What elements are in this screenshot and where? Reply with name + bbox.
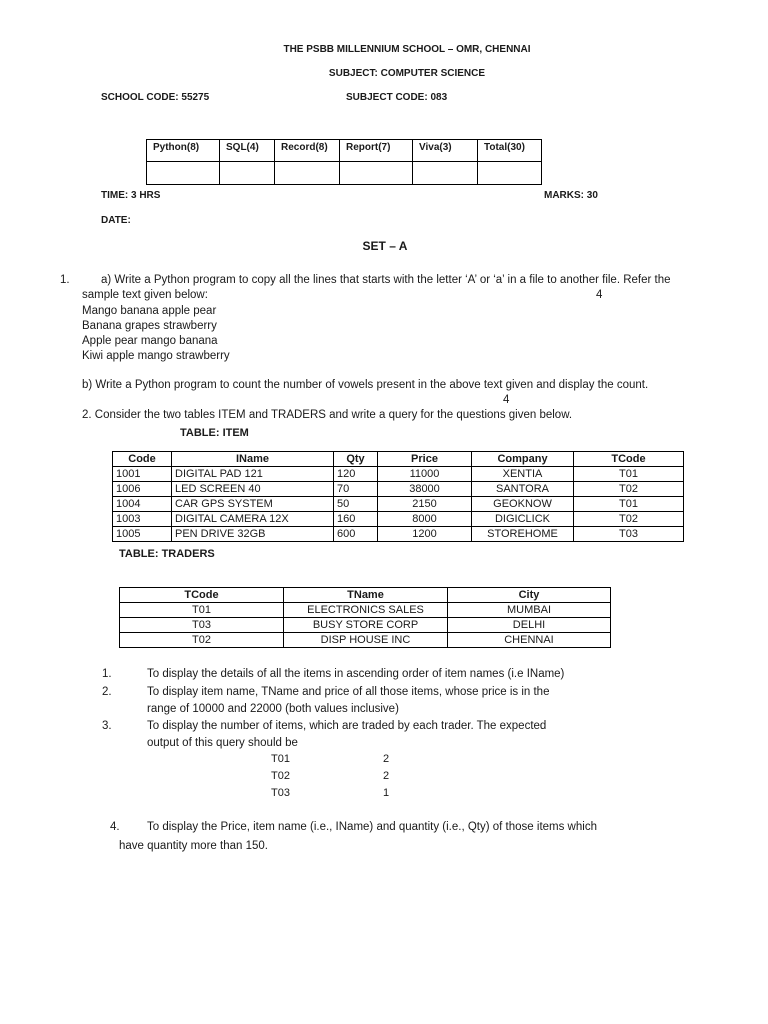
cell: T02: [120, 633, 284, 648]
col-header: Qty: [334, 452, 378, 467]
cell: 8000: [378, 512, 472, 527]
cell: 50: [334, 497, 378, 512]
cell: 160: [334, 512, 378, 527]
subq1-number: 1.: [102, 668, 112, 680]
table-row: [113, 467, 684, 482]
marks-col: Report(7): [340, 140, 413, 162]
subject-title: SUBJECT: COMPUTER SCIENCE: [328, 68, 486, 79]
cell: BUSY STORE CORP: [284, 618, 448, 633]
output-code: T03: [271, 787, 290, 799]
col-header: Company: [472, 452, 574, 467]
cell: T02: [574, 512, 684, 527]
cell: T03: [574, 527, 684, 542]
cell: DIGICLICK: [472, 512, 574, 527]
cell: 1006: [113, 482, 172, 497]
col-header: TCode: [574, 452, 684, 467]
cell: STOREHOME: [472, 527, 574, 542]
cell: CHENNAI: [448, 633, 611, 648]
subq2-line2: range of 10000 and 22000 (both values inclusive): [147, 703, 399, 715]
cell: PEN DRIVE 32GB: [172, 527, 334, 542]
cell: 2150: [378, 497, 472, 512]
cell: ELECTRONICS SALES: [284, 603, 448, 618]
school-name: THE PSBB MILLENNIUM SCHOOL – OMR, CHENNAI: [283, 44, 531, 55]
subq2-line1: To display item name, TName and price of all those items, whose price is in the: [147, 686, 550, 698]
output-count: 2: [383, 770, 390, 782]
table-row: [113, 482, 684, 497]
marks-col: SQL(4): [220, 140, 275, 162]
subq3-line1: To display the number of items, which are traded by each trader. The expected: [147, 720, 547, 732]
cell: 1001: [113, 467, 172, 482]
subject-code: SUBJECT CODE: 083: [346, 92, 448, 103]
cell: 1005: [113, 527, 172, 542]
item-table: [112, 451, 684, 542]
sample-line: Mango banana apple pear: [82, 305, 217, 317]
sample-line: Banana grapes strawberry: [82, 320, 217, 332]
col-header: Price: [378, 452, 472, 467]
table-header-row: [113, 452, 684, 467]
sample-line: Apple pear mango banana: [82, 335, 218, 347]
cell: 70: [334, 482, 378, 497]
output-count: 2: [383, 753, 390, 765]
table-row: [120, 603, 611, 618]
marks-col: Viva(3): [413, 140, 478, 162]
subq1-text: To display the details of all the items in ascending order of item names (i.e IName): [147, 668, 565, 680]
cell: GEOKNOW: [472, 497, 574, 512]
q1b-text: b) Write a Python program to count the number of vowels present in the above text given and display the count.: [82, 379, 649, 391]
traders-table-title: TABLE: TRADERS: [119, 548, 215, 560]
table-row: [113, 497, 684, 512]
cell: XENTIA: [472, 467, 574, 482]
cell: DISP HOUSE INC: [284, 633, 448, 648]
sample-text: [82, 304, 230, 364]
table-row: [120, 633, 611, 648]
subq3-line2: output of this query should be: [147, 737, 298, 749]
col-header: TCode: [120, 588, 284, 603]
cell: SANTORA: [472, 482, 574, 497]
cell: T03: [120, 618, 284, 633]
cell: 11000: [378, 467, 472, 482]
time-label: TIME: 3 HRS: [101, 190, 161, 201]
cell: T01: [574, 497, 684, 512]
q1a-line2: sample text given below:: [82, 289, 208, 301]
cell: MUMBAI: [448, 603, 611, 618]
subq4-line2: have quantity more than 150.: [119, 840, 268, 852]
subq3-number: 3.: [102, 720, 112, 732]
table-row: [113, 527, 684, 542]
output-code: T02: [271, 770, 290, 782]
school-code: SCHOOL CODE: 55275: [101, 92, 210, 103]
col-header: Code: [113, 452, 172, 467]
cell: LED SCREEN 40: [172, 482, 334, 497]
sample-line: Kiwi apple mango strawberry: [82, 350, 230, 362]
q2-intro: 2. Consider the two tables ITEM and TRADERS and write a query for the questions given below.: [82, 409, 573, 421]
output-count: 1: [383, 787, 390, 799]
q1b-marks: 4: [503, 394, 510, 406]
cell: 1003: [113, 512, 172, 527]
cell: 1004: [113, 497, 172, 512]
subq4-line1: To display the Price, item name (i.e., IName) and quantity (i.e., Qty) of those items which: [147, 821, 597, 833]
table-row: [113, 512, 684, 527]
date-label: DATE:: [101, 215, 131, 226]
cell: 600: [334, 527, 378, 542]
q1-number: 1.: [60, 274, 70, 286]
cell: DIGITAL CAMERA 12X: [172, 512, 334, 527]
cell: 120: [334, 467, 378, 482]
table-row: [120, 618, 611, 633]
marks-col: Python(8): [147, 140, 220, 162]
cell: T01: [120, 603, 284, 618]
cell: T02: [574, 482, 684, 497]
marks-label: MARKS: 30: [544, 190, 598, 201]
subq4-number: 4.: [110, 821, 120, 833]
q1a-line1: a) Write a Python program to copy all the lines that starts with the letter ‘A’ or ‘a’ in a file to another file. Refer the: [101, 274, 671, 286]
cell: 1200: [378, 527, 472, 542]
q1a-marks: 4: [596, 289, 603, 301]
subq2-number: 2.: [102, 686, 112, 698]
item-table-title: TABLE: ITEM: [180, 427, 249, 439]
output-code: T01: [271, 753, 290, 765]
traders-table: [119, 587, 611, 648]
col-header: City: [448, 588, 611, 603]
cell: DIGITAL PAD 121: [172, 467, 334, 482]
col-header: IName: [172, 452, 334, 467]
cell: 38000: [378, 482, 472, 497]
cell: CAR GPS SYSTEM: [172, 497, 334, 512]
cell: DELHI: [448, 618, 611, 633]
col-header: TName: [284, 588, 448, 603]
marks-table: [146, 139, 542, 185]
cell: T01: [574, 467, 684, 482]
set-title: SET – A: [362, 239, 408, 253]
table-header-row: [120, 588, 611, 603]
marks-col: Total(30): [478, 140, 542, 162]
marks-col: Record(8): [275, 140, 340, 162]
